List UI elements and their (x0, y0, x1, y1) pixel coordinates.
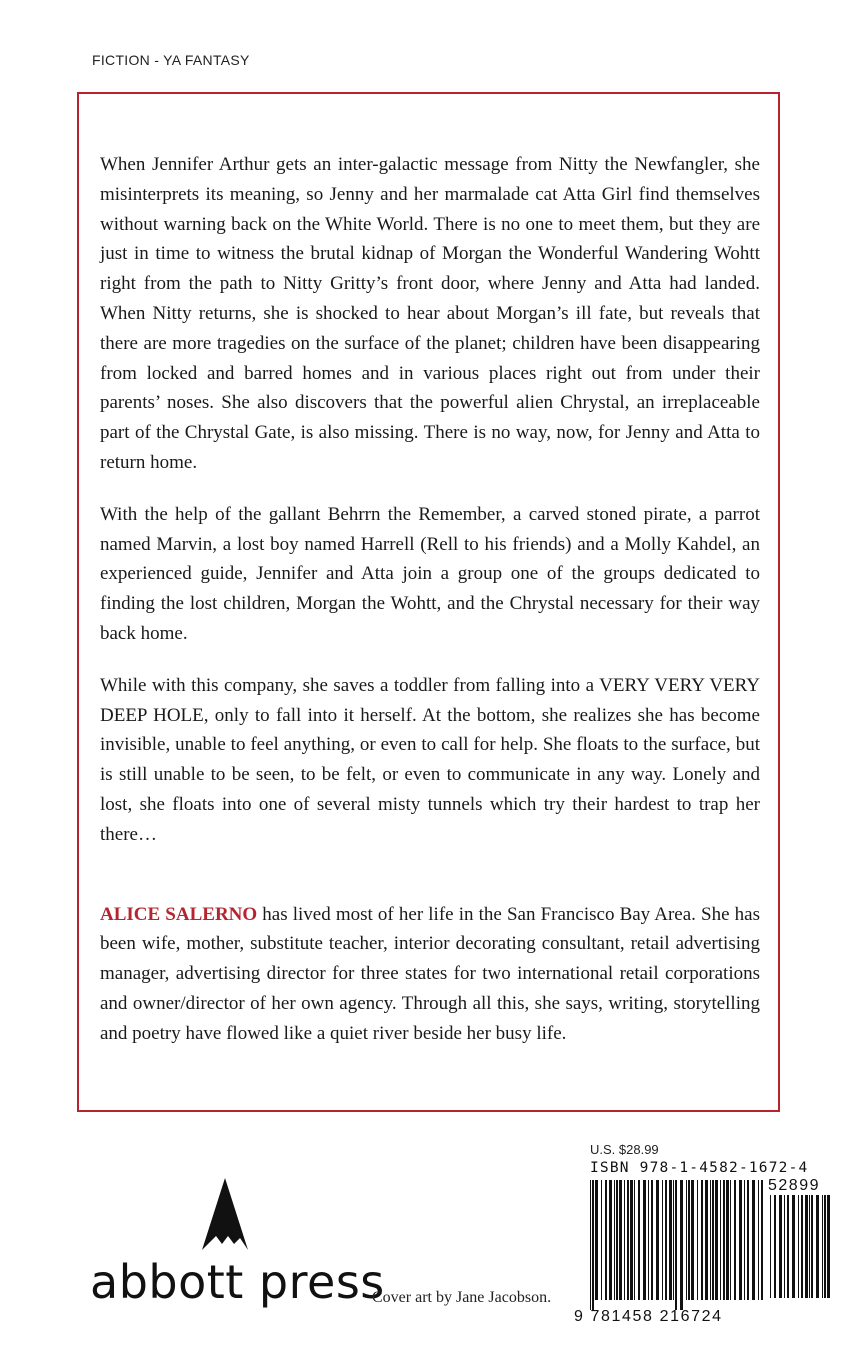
blurb-paragraph-2: With the help of the gallant Behrrn the Remember, a carved stoned pirate, a parrot named Marvin, a lost boy named Harrell (Rell to his friends) and a Molly Kahdel, an experienced guide, Jennifer and Atta join a group one of the groups dedicated to finding the lost children, Morgan the Wohtt, and the Chrystal necessary for their way back home. (100, 503, 760, 644)
barcode-bar (662, 1180, 663, 1300)
barcode-bar (712, 1180, 714, 1300)
barcode-bar (798, 1195, 799, 1298)
back-cover-text (100, 150, 760, 1071)
barcode-bar (779, 1195, 782, 1298)
addon-code: 52899 (768, 1177, 820, 1194)
barcode-bar (824, 1195, 826, 1298)
barcode-bar (752, 1180, 755, 1300)
blurb-paragraph-3: While with this company, she saves a toddler from falling into a VERY VERY VERY DEEP HOLE, only to fall into it herself. At the bottom, she realizes she has become invisible, unable to feel anything, or even to call for help. She floats to the surface, but is still unable to be seen, to be felt, or even to communicate in any way. Lonely and lost, she floats into one of several misty tunnels which try their hardest to trap her there… (100, 674, 760, 845)
barcode-bar (638, 1180, 640, 1300)
barcode-bar (688, 1180, 690, 1300)
barcode-bar (673, 1180, 674, 1300)
barcode-bar (816, 1195, 819, 1298)
cover-art-credit: Cover art by Jane Jacobson. (372, 1289, 552, 1306)
barcode-bar (774, 1195, 776, 1298)
barcode-bar (705, 1180, 708, 1300)
barcode-bar (643, 1180, 646, 1300)
barcode-bar (723, 1180, 725, 1300)
barcode-bar (605, 1180, 607, 1300)
barcode-bar (784, 1195, 785, 1298)
barcode-bar (627, 1180, 629, 1300)
barcode-bar (744, 1180, 745, 1300)
barcode-bar (734, 1180, 736, 1300)
isbn-label: ISBN 978-1-4582-1672-4 (590, 1160, 809, 1176)
barcode-bar (697, 1180, 698, 1300)
barcode-bar (675, 1180, 677, 1310)
barcode-bar (770, 1195, 771, 1298)
barcode-bar (730, 1180, 731, 1300)
barcode-bar (747, 1180, 749, 1300)
barcode-bar (609, 1180, 612, 1300)
barcode-bar (758, 1180, 759, 1300)
publisher-logo-icon (200, 1178, 250, 1254)
addon-barcode (768, 1195, 834, 1308)
barcode-bar (827, 1195, 830, 1298)
barcode-bar (726, 1180, 729, 1300)
barcode-bar (822, 1195, 823, 1298)
barcode-bar (619, 1180, 622, 1300)
barcode-bar (720, 1180, 721, 1300)
barcode-bar (801, 1195, 803, 1298)
barcode-bar (634, 1180, 635, 1300)
barcode-bar (624, 1180, 625, 1300)
blurb-paragraph-1: When Jennifer Arthur gets an inter-galactic message from Nitty the Newfangler, she misinterprets its meaning, so Jenny and her marmalade cat Atta Girl find themselves without warning back on the White World. There is no one to meet them, but they are just in time to witness the brutal kidnap of Morgan the Wonderful Wandering Wohtt right from the path to Nitty Gritty’s front door, where Jenny and Atta had landed. When Nitty returns, she is shocked to hear about Morgan’s ill fate, but reveals that there are more tragedies on the surface of the planet; children have been disappearing from locked and barred homes and in various places right out from under their parents’ noses. She also discovers that the powerful alien Chrystal, an irreplaceable part of the Chrystal Gate, is also missing. There is no way, now, for Jenny and Atta to return home. (100, 154, 760, 473)
price-label: U.S. $28.99 (590, 1142, 659, 1157)
barcode-bar (761, 1180, 763, 1300)
isbn-barcode (588, 1180, 766, 1310)
author-bio-text: has lived most of her life in the San Francisco Bay Area. She has been wife, mother, substitute teacher, interior decorating consultant, retail advertising manager, advertising director for three states for two international retail corporations and owner/director of her own agency. Through all this, she says, writing, storytelling and poetry have flowed like a quiet river beside her busy life. (100, 903, 760, 1044)
barcode-bar (739, 1180, 742, 1300)
barcode-bar (601, 1180, 602, 1300)
publisher-name: abbott press (90, 1255, 385, 1309)
barcode-bar (792, 1195, 795, 1298)
barcode-bar (656, 1180, 659, 1300)
barcode-bar (686, 1180, 687, 1300)
barcode-bar (691, 1180, 694, 1300)
barcode-bar (710, 1180, 711, 1300)
barcode-bar (630, 1180, 633, 1300)
barcode-bar (595, 1180, 598, 1300)
barcode-digits: 9 781458 216724 (574, 1308, 723, 1325)
barcode-bar (665, 1180, 667, 1300)
barcode-bar (811, 1195, 813, 1298)
barcode-bar (651, 1180, 653, 1300)
barcode-bar (715, 1180, 718, 1300)
barcode-bar (616, 1180, 618, 1300)
barcode-bar (787, 1195, 789, 1298)
barcode-bar (680, 1180, 683, 1310)
genre-label: FICTION - YA FANTASY (92, 52, 250, 68)
author-bio (100, 900, 760, 1049)
barcode-bar (669, 1180, 672, 1300)
barcode-bar (809, 1195, 810, 1298)
barcode-bar (590, 1180, 591, 1310)
barcode-bar (701, 1180, 703, 1300)
barcode-bar (648, 1180, 649, 1300)
author-name: ALICE SALERNO (100, 903, 258, 925)
barcode-bar (592, 1180, 594, 1310)
barcode-bar (805, 1195, 808, 1298)
barcode-bar (614, 1180, 615, 1300)
